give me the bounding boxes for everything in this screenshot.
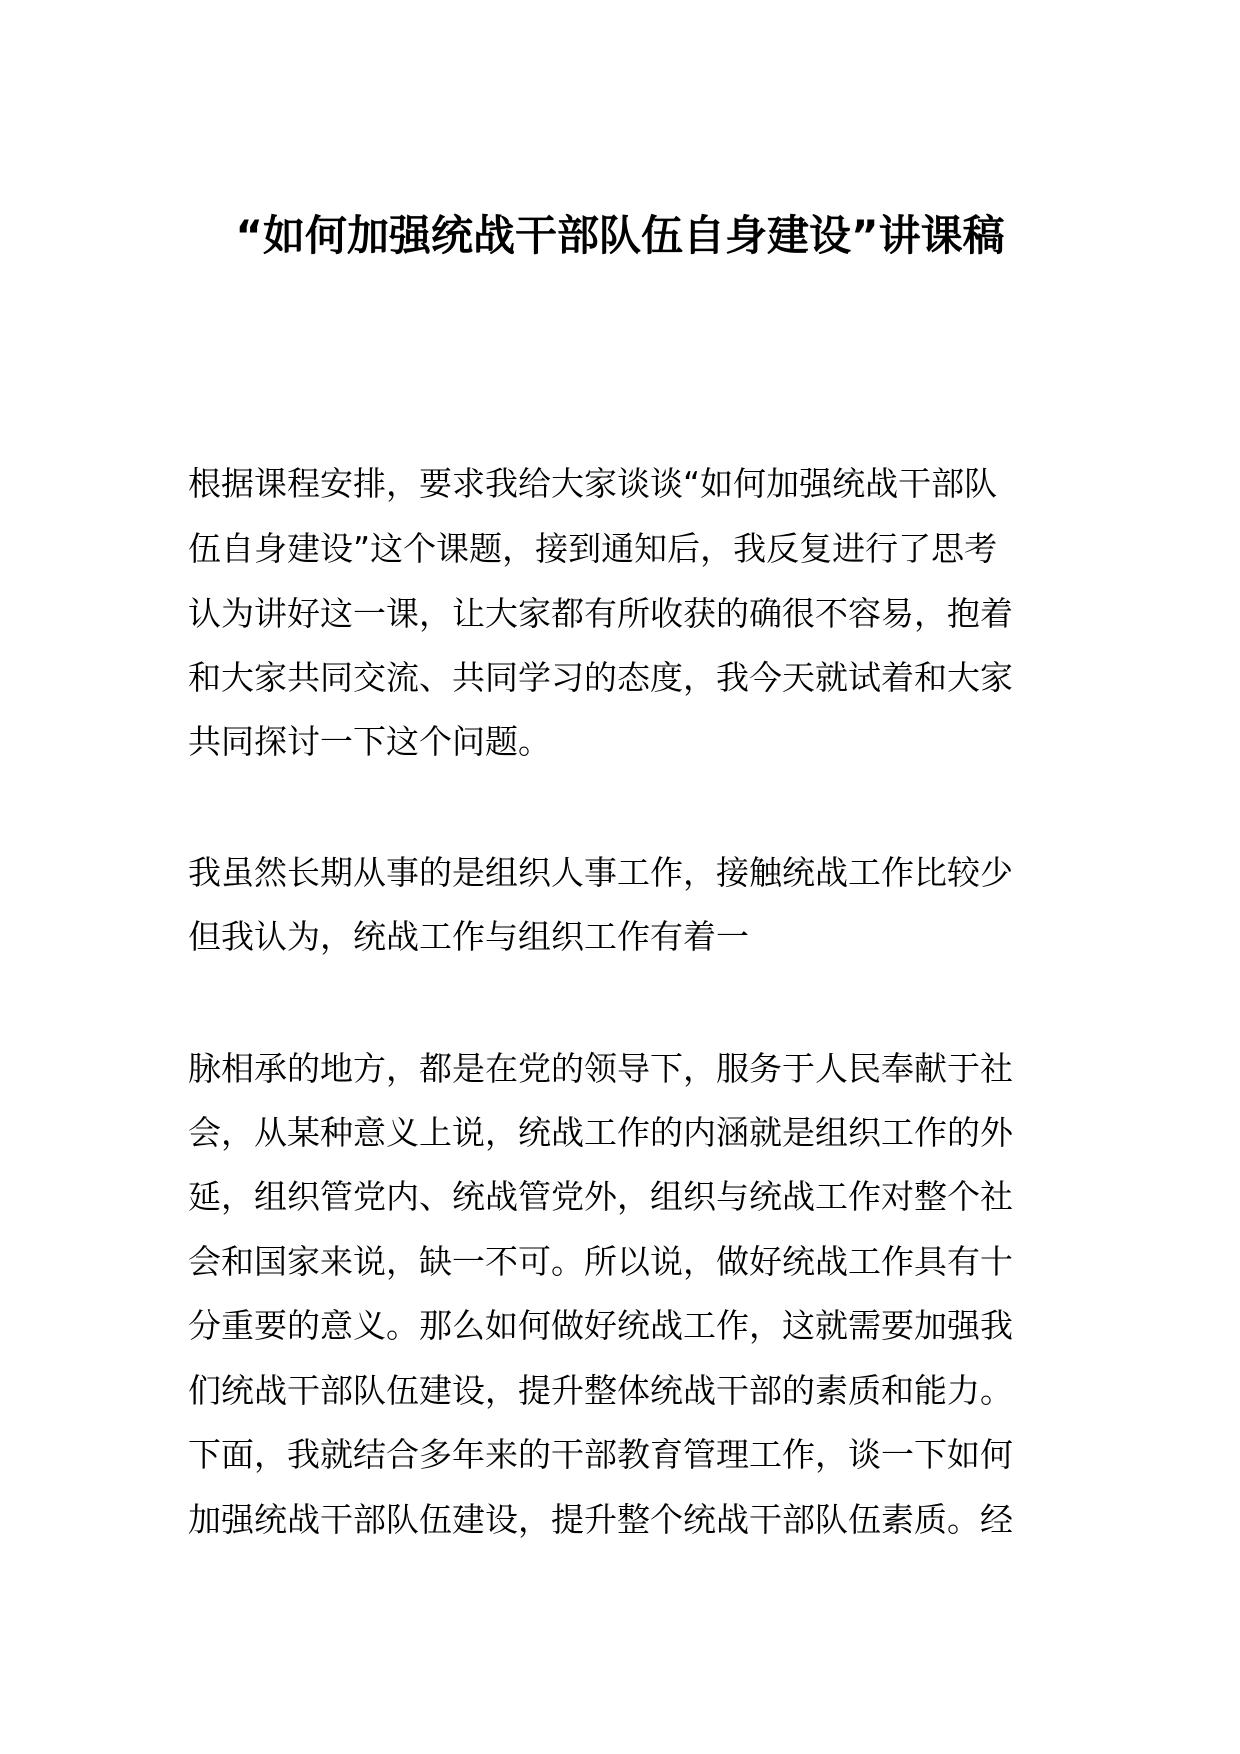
paragraph-line: 会和国家来说，缺一不可。所以说，做好统战工作具有十 [188, 1242, 1013, 1281]
paragraph-line: 我虽然长期从事的是组织人事工作，接触统战工作比较少 [188, 853, 1013, 892]
paragraph-line: 认为讲好这一课，让大家都有所收获的确很不容易，抱着 [188, 594, 1013, 633]
paragraph-line: 但我认为，统战工作与组织工作有着一 [188, 917, 749, 956]
paragraph-line: 下面，我就结合多年来的干部教育管理工作，谈一下如何 [188, 1435, 1013, 1474]
paragraph-line: 和大家共同交流、共同学习的态度，我今天就试着和大家 [188, 658, 1013, 697]
paragraph-line: 们统战干部队伍建设，提升整体统战干部的素质和能力。 [188, 1371, 1013, 1410]
paragraph-line: 分重要的意义。那么如何做好统战工作，这就需要加强我 [188, 1306, 1013, 1345]
paragraph-line: 根据课程安排，要求我给大家谈谈“如何加强统战干部队 [188, 464, 998, 503]
document-title: “如何加强统战干部队伍自身建设”讲课稿 [235, 211, 1005, 260]
paragraph-line: 加强统战干部队伍建设，提升整个统战干部队伍素质。经 [188, 1500, 1013, 1539]
paragraph-line: 脉相承的地方，都是在党的领导下，服务于人民奉献于社 [188, 1049, 1013, 1088]
paragraph-line: 共同探讨一下这个问题。 [188, 722, 551, 761]
paragraph-line: 延，组织管党内、统战管党外，组织与统战工作对整个社 [188, 1177, 1013, 1216]
paragraph-line: 会，从某种意义上说，统战工作的内涵就是组织工作的外 [188, 1113, 1013, 1152]
paragraph-line: 伍自身建设”这个课题，接到通知后，我反复进行了思考 [188, 529, 998, 568]
